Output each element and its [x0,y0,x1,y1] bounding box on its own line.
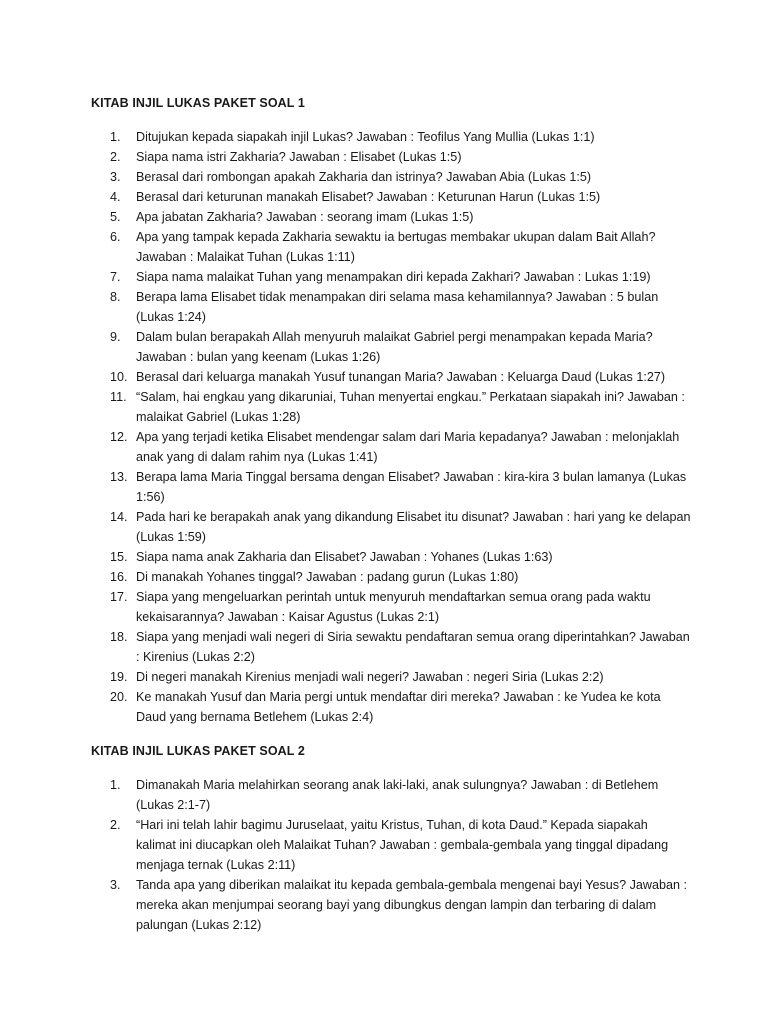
item-number: 18. [110,630,128,644]
item-text: Apa yang tampak kepada Zakharia sewaktu ia bertugas membakar ukupan dalam Bait Allah? Jawaban : Malaikat Tuhan (Lukas 1:11) [136,230,656,264]
item-text: Siapa nama anak Zakharia dan Elisabet? Jawaban : Yohanes (Lukas 1:63) [136,550,553,564]
list-item [91,427,691,467]
list-item [91,327,691,367]
item-number: 17. [110,590,128,604]
item-text: “Salam, hai engkau yang dikaruniai, Tuhan menyertai engkau.” Perkataan siapakah ini? Jawaban : malaikat Gabriel (Lukas 1:28) [136,390,685,424]
list-item [91,287,691,327]
item-text: “Hari ini telah lahir bagimu Juruselaat, yaitu Kristus, Tuhan, di kota Daud.” Kepada siapakah kalimat ini diucapkan oleh Malaikat Tuhan? Jawaban : gembala-gembala yang tinggal dipadang menjaga ternak (Lukas 2:11) [136,818,669,872]
item-text: Tanda apa yang diberikan malaikat itu kepada gembala-gembala mengenai bayi Yesus? Jawaban : mereka akan menjumpai seorang bayi yang dibungkus dengan lampin dan terbaring di dalam palungan (Lukas 2:12) [136,878,687,932]
item-text: Siapa yang menjadi wali negeri di Siria sewaktu pendaftaran semua orang diperintahkan? Jawaban : Kirenius (Lukas 2:2) [136,630,690,664]
section-paket-soal-1 [91,93,691,727]
item-number: 16. [110,570,128,584]
item-number: 6. [110,230,121,244]
item-number: 3. [110,878,121,892]
list-item [91,507,691,547]
item-text: Berasal dari keluarga manakah Yusuf tunangan Maria? Jawaban : Keluarga Daud (Lukas 1:27) [136,370,666,384]
item-number: 13. [110,470,128,484]
item-number: 8. [110,290,121,304]
item-text: Berasal dari keturunan manakah Elisabet? Jawaban : Keturunan Harun (Lukas 1:5) [136,190,601,204]
document-content [91,93,691,935]
list-item [91,187,691,207]
question-list [91,775,691,935]
item-text: Dimanakah Maria melahirkan seorang anak laki-laki, anak sulungnya? Jawaban : di Betlehem (Lukas 2:1-7) [136,778,659,812]
item-number: 3. [110,170,121,184]
section-paket-soal-2 [91,741,691,935]
list-item [91,587,691,627]
list-item [91,815,691,875]
list-item [91,127,691,147]
section-title: KITAB INJIL LUKAS PAKET SOAL 2 [91,744,305,758]
item-text: Berasal dari rombongan apakah Zakharia dan istrinya? Jawaban Abia (Lukas 1:5) [136,170,592,184]
item-text: Pada hari ke berapakah anak yang dikandung Elisabet itu disunat? Jawaban : hari yang ke delapan (Lukas 1:59) [136,510,691,544]
item-number: 5. [110,210,121,224]
item-number: 19. [110,670,128,684]
item-number: 12. [110,430,128,444]
section-title: KITAB INJIL LUKAS PAKET SOAL 1 [91,96,305,110]
list-item [91,167,691,187]
item-text: Ke manakah Yusuf dan Maria pergi untuk mendaftar diri mereka? Jawaban : ke Yudea ke kota Daud yang bernama Betlehem (Lukas 2:4) [136,690,661,724]
item-number: 15. [110,550,128,564]
item-text: Apa jabatan Zakharia? Jawaban : seorang imam (Lukas 1:5) [136,210,474,224]
item-number: 4. [110,190,121,204]
item-number: 1. [110,778,121,792]
item-number: 7. [110,270,121,284]
item-text: Berapa lama Elisabet tidak menampakan diri selama masa kehamilannya? Jawaban : 5 bulan (Lukas 1:24) [136,290,659,324]
item-number: 2. [110,150,121,164]
list-item [91,875,691,935]
item-text: Siapa nama malaikat Tuhan yang menampakan diri kepada Zakhari? Jawaban : Lukas 1:19) [136,270,651,284]
item-number: 2. [110,818,121,832]
list-item [91,147,691,167]
list-item [91,387,691,427]
list-item [91,267,691,287]
list-item [91,467,691,507]
item-text: Berapa lama Maria Tinggal bersama dengan Elisabet? Jawaban : kira-kira 3 bulan lamanya (Lukas 1:56) [136,470,687,504]
item-text: Siapa yang mengeluarkan perintah untuk menyuruh mendaftarkan semua orang pada waktu kekaisarannya? Jawaban : Kaisar Agustus (Lukas 2:1) [136,590,651,624]
list-item [91,547,691,567]
item-number: 14. [110,510,128,524]
item-text: Di manakah Yohanes tinggal? Jawaban : padang gurun (Lukas 1:80) [136,570,519,584]
list-item [91,207,691,227]
item-text: Ditujukan kepada siapakah injil Lukas? Jawaban : Teofilus Yang Mullia (Lukas 1:1) [136,130,595,144]
item-number: 9. [110,330,121,344]
item-text: Di negeri manakah Kirenius menjadi wali negeri? Jawaban : negeri Siria (Lukas 2:2) [136,670,604,684]
item-text: Siapa nama istri Zakharia? Jawaban : Elisabet (Lukas 1:5) [136,150,462,164]
item-text: Apa yang terjadi ketika Elisabet mendengar salam dari Maria kepadanya? Jawaban : melonjaklah anak yang di dalam rahim nya (Lukas 1:41) [136,430,680,464]
question-list [91,127,691,727]
list-item [91,775,691,815]
list-item [91,667,691,687]
list-item [91,367,691,387]
item-number: 20. [110,690,128,704]
list-item [91,567,691,587]
item-text: Dalam bulan berapakah Allah menyuruh malaikat Gabriel pergi menampakan kepada Maria? Jawaban : bulan yang keenam (Lukas 1:26) [136,330,653,364]
item-number: 1. [110,130,121,144]
item-number: 10. [110,370,128,384]
item-number: 11. [110,390,127,404]
list-item [91,227,691,267]
list-item [91,627,691,667]
list-item [91,687,691,727]
